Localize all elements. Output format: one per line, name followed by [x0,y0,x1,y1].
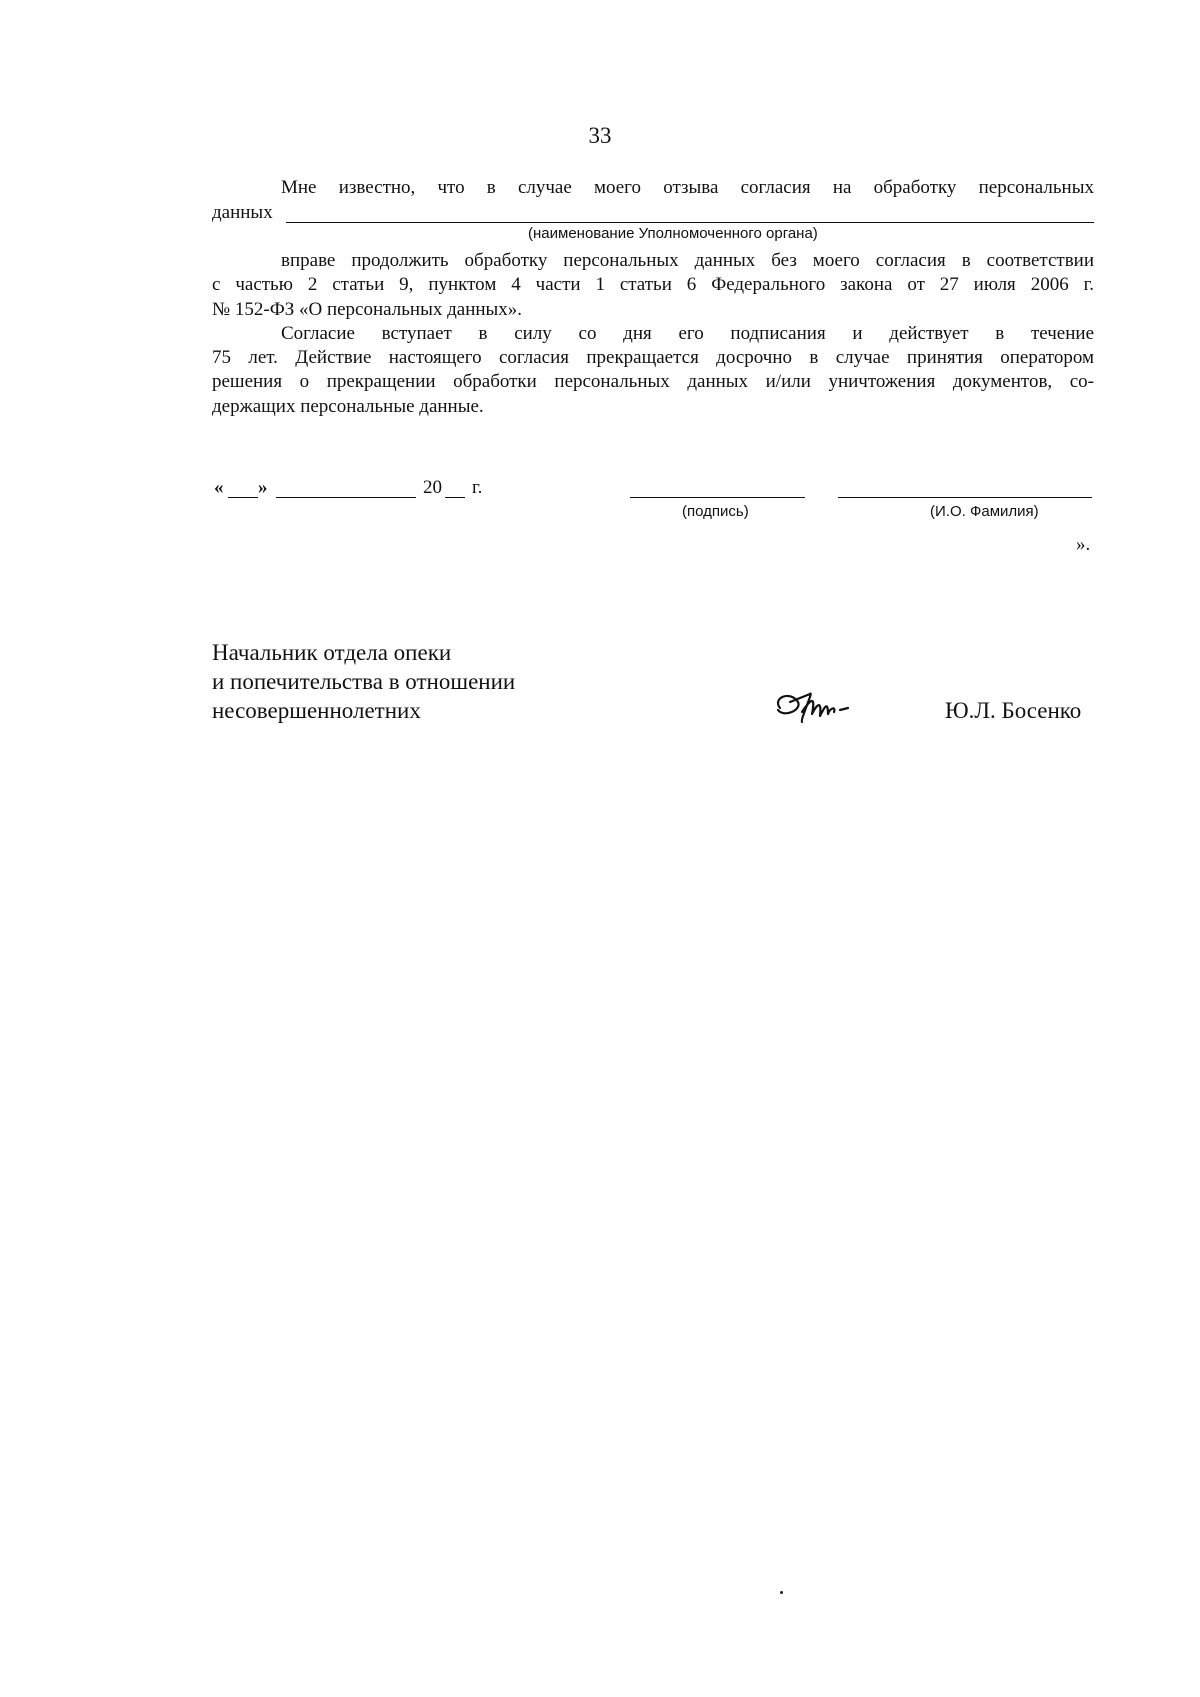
date-open-quote: « [214,477,224,498]
paragraph-3-line-2: 75 лет. Действие настоящего согласия прекращается досрочно в случае принятия оператором [212,347,1094,368]
date-close-quote: » [258,477,268,498]
paragraph-3-line-1: Согласие вступает в силу со дня его подписания и действует в течение [281,323,1094,344]
handwritten-signature [770,680,870,730]
signature-blank [630,497,805,498]
page-number: 33 [588,123,612,148]
paragraph-3-line-3: решения о прекращении обработки персональных данных и/или уничтожения документов, со- [212,371,1094,392]
day-blank [228,497,258,498]
month-blank [276,497,416,498]
full-name-caption: (И.О. Фамилия) [930,503,1039,520]
paragraph-3-line-4: держащих персональные данные. [212,396,484,417]
year-prefix: 20 [423,477,442,498]
year-blank [445,497,465,498]
signatory-title-line-3: несовершеннолетних [212,698,421,723]
year-suffix: г. [472,477,483,498]
paragraph-2-line-2: с частью 2 статьи 9, пунктом 4 части 1 статьи 6 Федерального закона от 27 июля 2006 г. [212,274,1094,295]
paragraph-1-line-1: Мне известно, что в случае моего отзыва согласия на обработку персональных [281,177,1094,198]
signatory-title-line-1: Начальник отдела опеки [212,640,452,665]
full-name-blank [838,497,1092,498]
authority-name-blank [286,222,1094,223]
signatory-name: Ю.Л. Босенко [945,698,1082,723]
paragraph-2-line-3: № 152-ФЗ «О персональных данных». [212,299,523,320]
signatory-title-line-2: и попечительства в отношении [212,669,516,694]
paragraph-1-data-word: данных [212,202,273,223]
closing-quote: ». [1076,534,1091,555]
scan-speck [780,1591,783,1594]
signature-caption: (подпись) [682,503,749,520]
authority-name-caption: (наименование Уполномоченного органа) [528,225,818,242]
paragraph-2-line-1: вправе продолжить обработку персональных данных без моего согласия в соответствии [281,250,1094,271]
